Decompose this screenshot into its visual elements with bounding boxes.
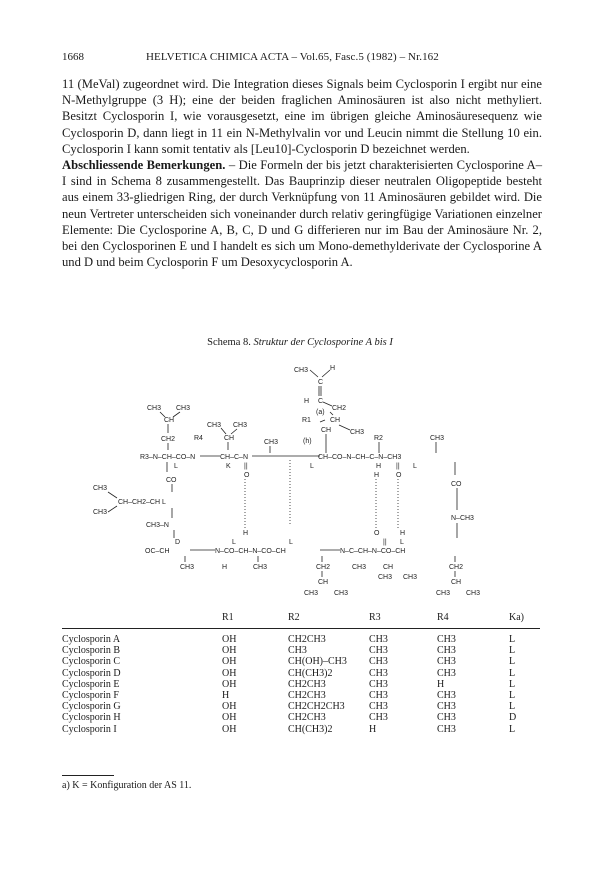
cell-k: L: [509, 634, 516, 645]
table-row: [62, 645, 540, 656]
svg-text:H: H: [330, 365, 336, 372]
svg-text:CH3–N: CH3–N: [146, 522, 169, 529]
cell-r1: OH: [222, 634, 237, 645]
cell-r4: CH3: [437, 645, 456, 657]
cell-name: Cyclosporin D: [62, 667, 121, 679]
cell-k: L: [509, 678, 516, 690]
cell-r1: OH: [222, 712, 237, 724]
svg-text:L: L: [162, 499, 166, 506]
cell-r1: H: [222, 689, 230, 701]
cell-r2: CH2CH3: [288, 634, 326, 645]
svg-text:L: L: [174, 463, 178, 470]
svg-text:R3–N–CH–CO–N: R3–N–CH–CO–N: [140, 454, 196, 461]
schema-label: Schema 8.: [207, 337, 251, 348]
cell-r2: CH2CH3: [288, 678, 326, 690]
svg-text:CH3: CH3: [176, 405, 191, 412]
cell-r4: CH3: [437, 667, 456, 679]
svg-text:R1: R1: [302, 417, 311, 424]
svg-text:CH2: CH2: [449, 564, 464, 571]
cell-r1: OH: [222, 701, 237, 713]
svg-text:O: O: [244, 472, 250, 479]
svg-text:CH: CH: [164, 417, 175, 424]
svg-text:CH3: CH3: [466, 590, 481, 597]
cell-name: Cyclosporin F: [62, 689, 119, 701]
cell-name: Cyclosporin I: [62, 723, 117, 735]
paragraph-1: 11 (MeVal) zugeordnet wird. Die Integration dieses Signals beim Cyclosporin I ergibt nur eine N-Methylgruppe (3 H); eine der beiden fraglichen Aminosäuren ist also nicht methyliert. Besitzt Cyclosporin I, wie vorausgesetzt, eine im übrigen gleiche Aminosäuresequenz wie Cyclosporin D, dann liegt in 11 ein N-Methylvalin vor und Leucin nimmt die Stellung 10 ein. Cyclosporin I kann somit tentativ als [Leu10]-Cyclosporin D bezeichnet werden.: [62, 77, 542, 156]
svg-text:CH–C–N: CH–C–N: [220, 454, 249, 461]
svg-text:CH3: CH3: [350, 429, 365, 436]
svg-text:(a): (a): [316, 409, 325, 416]
svg-text:CH: CH: [318, 579, 329, 586]
svg-text:CH3: CH3: [403, 574, 418, 581]
svg-text:L: L: [289, 539, 293, 546]
svg-text:CH3: CH3: [233, 422, 248, 429]
cell-r4: CH3: [437, 656, 456, 668]
svg-text:CO: CO: [451, 481, 462, 488]
cell-k: D: [509, 712, 517, 724]
table-row: [62, 690, 540, 701]
cell-r2: CH2CH2CH3: [288, 701, 345, 713]
footnote: a) K = Konfiguration der AS 11.: [62, 780, 192, 791]
table-row: [62, 701, 540, 712]
svg-text:H: H: [243, 530, 249, 537]
cell-r3: CH3: [369, 712, 388, 724]
cell-r3: CH3: [369, 667, 388, 679]
svg-text:L: L: [413, 463, 417, 470]
cell-r4: CH3: [437, 723, 456, 735]
schema-caption: [0, 337, 600, 348]
cell-name: Cyclosporin B: [62, 645, 121, 657]
svg-text:H: H: [400, 530, 406, 537]
svg-text:D: D: [175, 539, 181, 546]
svg-text:CH3: CH3: [334, 590, 349, 597]
svg-text:CH3: CH3: [352, 564, 367, 571]
table-row: [62, 668, 540, 679]
cell-r1: OH: [222, 723, 237, 735]
svg-text:CH3: CH3: [264, 439, 279, 446]
cell-r3: CH3: [369, 656, 388, 668]
cell-r2: CH(OH)–CH3: [288, 656, 347, 668]
cell-k: L: [509, 689, 516, 701]
cell-k: L: [509, 667, 516, 679]
svg-text:CH3: CH3: [436, 590, 451, 597]
svg-text:CH2: CH2: [316, 564, 331, 571]
svg-text:CH–CO–N–CH–C–N–CH3: CH–CO–N–CH–C–N–CH3: [318, 454, 402, 461]
table-row: [62, 656, 540, 667]
cell-r1: OH: [222, 678, 237, 690]
cell-k: L: [509, 723, 516, 735]
svg-text:CH3: CH3: [93, 485, 108, 492]
cell-k: L: [509, 701, 516, 713]
svg-text:CH3: CH3: [378, 574, 393, 581]
svg-text:||: ||: [244, 463, 248, 470]
svg-text:CH2: CH2: [332, 405, 347, 412]
svg-text:CO: CO: [166, 477, 177, 484]
table-row: [62, 712, 540, 723]
svg-text:H: H: [222, 564, 228, 571]
header-r2: R2: [288, 612, 300, 623]
svg-text:CH: CH: [321, 427, 332, 434]
svg-text:CH3: CH3: [93, 509, 108, 516]
svg-text:H: H: [376, 463, 382, 470]
cell-r2: CH2CH3: [288, 689, 326, 701]
svg-text:C: C: [318, 379, 324, 386]
svg-text:L: L: [400, 539, 404, 546]
svg-text:CH3: CH3: [304, 590, 319, 597]
svg-text:C: C: [318, 398, 324, 405]
page-number: 1668: [62, 51, 84, 63]
svg-text:O: O: [374, 530, 380, 537]
svg-text:CH: CH: [224, 435, 235, 442]
svg-text:H: H: [374, 472, 380, 479]
svg-text:CH: CH: [451, 579, 462, 586]
svg-text:CH3: CH3: [430, 435, 445, 442]
cell-r4: CH3: [437, 689, 456, 701]
cell-r3: H: [369, 723, 377, 735]
cell-name: Cyclosporin H: [62, 712, 121, 724]
svg-text:CH3: CH3: [180, 564, 195, 571]
cell-r4: CH3: [437, 712, 456, 724]
svg-text:K: K: [226, 463, 231, 470]
cell-r2: CH3: [288, 645, 307, 657]
cell-k: L: [509, 656, 516, 668]
svg-text:L: L: [310, 463, 314, 470]
svg-text:R4: R4: [194, 435, 203, 442]
running-title: HELVETICA CHIMICA ACTA – Vol.65, Fasc.5 (1982) – Nr.162: [146, 51, 439, 63]
cell-name: Cyclosporin A: [62, 634, 121, 645]
svg-text:N–C–CH–N–CO–CH: N–C–CH–N–CO–CH: [340, 548, 406, 555]
section-heading: Abschliessende Bemerkungen.: [62, 158, 226, 173]
cell-r1: OH: [222, 645, 237, 657]
cell-r3: CH3: [369, 645, 388, 657]
table-row: [62, 634, 540, 645]
cell-name: Cyclosporin C: [62, 656, 121, 668]
cell-r1: OH: [222, 656, 237, 668]
cell-r3: CH3: [369, 689, 388, 701]
svg-text:CH–CH2–CH: CH–CH2–CH: [118, 499, 161, 506]
cell-r4: H: [437, 678, 445, 690]
header-r1: R1: [222, 612, 234, 623]
svg-text:H: H: [304, 398, 310, 405]
header-r4: R4: [437, 612, 449, 623]
svg-text:N–CO–CH–N–CO–CH: N–CO–CH–N–CO–CH: [215, 548, 286, 555]
svg-text:L: L: [232, 539, 236, 546]
cell-r4: CH3: [437, 701, 456, 713]
svg-text:N–CH3: N–CH3: [451, 515, 474, 522]
footnote-rule: [62, 775, 114, 776]
table-header-row: [62, 612, 540, 629]
header-r3: R3: [369, 612, 381, 623]
cell-r3: CH3: [369, 701, 388, 713]
cell-k: L: [509, 645, 516, 657]
svg-text:||: ||: [383, 539, 387, 546]
svg-text:CH3: CH3: [294, 367, 309, 374]
cell-r2: CH2CH3: [288, 712, 326, 724]
svg-text:R2: R2: [374, 435, 383, 442]
svg-text:||: ||: [396, 463, 400, 470]
svg-text:CH3: CH3: [253, 564, 268, 571]
svg-text:CH: CH: [330, 417, 341, 424]
svg-text:CH3: CH3: [207, 422, 222, 429]
cell-name: Cyclosporin G: [62, 701, 121, 713]
table-row: [62, 679, 540, 690]
cell-r2: CH(CH3)2: [288, 723, 333, 735]
svg-text:CH: CH: [383, 564, 394, 571]
cell-name: Cyclosporin E: [62, 678, 120, 690]
cell-r2: CH(CH3)2: [288, 667, 333, 679]
svg-text:(h): (h): [303, 438, 312, 445]
cell-r1: OH: [222, 667, 237, 679]
body-text: [62, 76, 542, 270]
svg-text:CH3: CH3: [147, 405, 162, 412]
cell-r4: CH3: [437, 634, 456, 645]
header-k: Ka): [509, 612, 524, 623]
schema-title: Struktur der Cyclosporine A bis I: [253, 337, 393, 348]
table-row: [62, 724, 540, 735]
svg-text:O: O: [396, 472, 402, 479]
cyclosporin-table: [62, 612, 540, 735]
paragraph-2: [62, 157, 542, 270]
svg-text:CH2: CH2: [161, 436, 176, 443]
cell-r3: CH3: [369, 678, 388, 690]
cyclosporin-structure-diagram: [0, 350, 600, 605]
paragraph-2-text: – Die Formeln der bis jetzt charakterisierten Cyclosporine A–I sind in Schema 8 zusammengestellt. Das Bauprinzip dieser neutralen Oligopeptide besteht aus einem 33-gliedrigen Ring, der durch Verknüpfung von 11 Aminosäuren gebildet wird. Die neun Vertreter unterscheiden sich voneinander durch relativ geringfügige Variationen einzelner Elemente: Die Cyclosporine A, B, C, D und G differieren nur im Bau der Aminosäure Nr. 2, bei den Cyclosporinen E und I handelt es sich um Mono-demethylderivate der Cyclosporine A und D und beim Cyclosporin F um Desoxycyclosporin A.: [62, 158, 542, 270]
svg-text:OC–CH: OC–CH: [145, 548, 170, 555]
cell-r3: CH3: [369, 634, 388, 645]
